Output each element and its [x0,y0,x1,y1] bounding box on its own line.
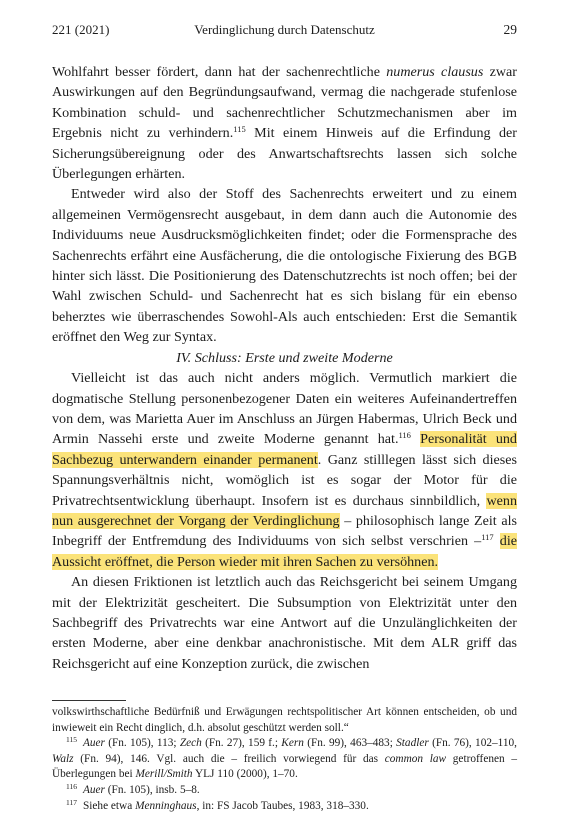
footnote-ref-117[interactable]: 117 [481,532,494,543]
highlight-3: die Aussicht eröffnet, die Person wieder mit ihren Sachen zu versöhnen. [52,533,517,570]
footnote-115: $^{115}$ Auer (Fn. 105), 113; Zech (Fn. 27), 159 f.; Kern (Fn. 99), 463–483; Stadler (Fn. 76), 102–110, Walz (Fn. 94), 146. Vgl. auch die – freilich vorwiegend für das common law getroffenen – Überlegungen bei Merill/Smith YLJ 110 (2000), 1–70. [52,735,518,781]
paragraph-2: Entweder wird also der Stoff des Sachenrechts erweitert und zu einem allgemeinen Vermögensrecht ausgebaut, in dem dann auch die Autonomie des Individuums neue Ausdrucksmöglichkeiten findet; oder die Formensprache des Sachenrechts erfährt eine Ausfächerung, die die ontologische Fixierung des BGB hinter sich lässt. Die Positionierung des Datenschutzrechts ist noch offen; bei der Wahl zwischen Schuld- und Sachenrecht hat es sich bislang für ein ebenso beherztes wie überraschendes Sowohl-Als auch entschieden: Erst die Semantik eröffnet den Weg zur Syntax. [52,186,517,346]
emphasis: numerus clausus [386,64,484,80]
highlight-1: Personalität und Sachbezug unterwandern einander permanent [52,431,517,468]
paragraph-1: Wohlfahrt besser fördert, dann hat der sachenrechtliche numerus clausus zwar Auswirkungen auf den Begründungsaufwand, vermag die nachgerade stufenlose Kombination schuld- und sachenrechtlicher Schutzmechanismen aber im Ergebnis nicht zu verhindern.$^{115}$ Mit einem Hinweis auf die Erfindung der Sicherungsübereignung oder des Anwartschaftsrechts lassen sich solche Überlegungen erhärten. [52,64,518,183]
section-heading: IV. Schluss: Erste und zweite Moderne [176,349,393,366]
body-text [52,62,517,674]
paragraph-3: Vielleicht ist das auch nicht anders möglich. Vermutlich markiert die dogmatische Stellung personenbezogener Daten ein weiteres Aufeinandertreffen von dem, was Marietta Auer im Anschluss an Jürgen Habermas, Ulrich Beck und Armin Nassehi erste und zweite Moderne genannt hat.$^{116}$ Personalität und Sachbezug unterwandern einander permanent. Ganz stilllegen lässt sich dieses Spannungsverhältnis nicht, womöglich ist es sogar der Motor für die Privatrechtsentwicklung überhaupt. Insofern ist es durchaus sinnbildlich, wenn nun ausgerechnet der Vorgang der Verdinglichung – philosophisch lange Zeit als Inbegriff der Entfremdung des Individuums von sich selbst verschrien –$^{117}$ die Aussicht eröffnet, die Person wieder mit ihren Sachen zu versöhnen. [52,370,517,570]
footnote-116: $^{116}$ Auer (Fn. 105), insb. 5–8. [66,781,200,796]
footnote-117: $^{117}$ Siehe etwa Menninghaus, in: FS Jacob Taubes, 1983, 318–330. [66,797,369,812]
footnote-ref-115[interactable]: 115 [233,124,246,135]
footnotes [52,700,517,814]
page-number: 29 [503,22,517,37]
journal-issue: 221 (2021) [52,22,110,37]
running-title: Verdinglichung durch Datenschutz [194,22,375,37]
footnote-divider [52,700,126,701]
running-header [52,22,517,40]
highlight-2: wenn nun ausgerechnet der Vorgang der Verdinglichung [52,492,517,529]
footnote-ref-116[interactable]: 116 [398,430,411,441]
footnote-continuation: volkswirthschaftliche Bedürfniß und Erwägungen rechtspolitischer Art können entscheiden, ob und inwieweit ein Recht dinglich, d.h. absolut geschützt werden soll.“ [52,706,517,734]
paragraph-4: An diesen Friktionen ist letztlich auch das Reichsgericht bei seinem Umgang mit der Elektrizität gescheitert. Die Subsumption von Elektrizität unter den Sachbegriff des Privatrechts war eine Antwort auf die Unzulänglichkeiten der ersten Moderne, aber eine denkbar anachronistische. Mit dem ALR griff das Reichsgericht auf eine Konzeption zurück, die zwischen [52,574,517,672]
